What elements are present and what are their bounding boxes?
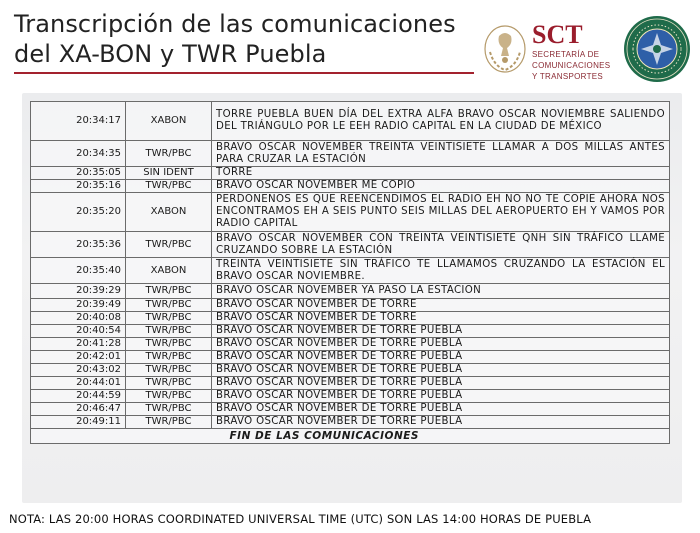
row-message: BRAVO OSCAR NOVEMBER DE TORRE PUEBLA (212, 390, 670, 403)
row-time: 20:40:54 (31, 325, 126, 338)
row-message: BRAVO OSCAR NOVEMBER CON TREINTA VEINTISIETE QNH SIN TRÁFICO LLAME CRUZANDO SOBRE LA ESTACIÓN (212, 232, 670, 258)
row-message: BRAVO OSCAR NOVEMBER ME COPIO (212, 180, 670, 193)
transcript-row (31, 258, 670, 284)
row-station: XABON (126, 258, 212, 284)
transcript-row (31, 351, 670, 364)
row-time: 20:44:01 (31, 377, 126, 390)
row-message: BRAVO OSCAR NOVEMBER DE TORRE PUEBLA (212, 364, 670, 377)
row-time: 20:39:29 (31, 284, 126, 299)
transcript-row (31, 284, 670, 299)
row-station: TWR/PBC (126, 390, 212, 403)
sct-logo (532, 22, 620, 81)
sct-subtitle-2: COMUNICACIONES (532, 61, 611, 70)
end-row-empty-cell (126, 429, 212, 444)
logo-bar (482, 8, 692, 88)
row-station: TWR/PBC (126, 232, 212, 258)
row-station: TWR/PBC (126, 364, 212, 377)
row-station: TWR/PBC (126, 325, 212, 338)
aviation-agency-seal-icon (622, 14, 692, 84)
row-station: TWR/PBC (126, 416, 212, 429)
transcript-row (31, 312, 670, 325)
row-time: 20:35:16 (31, 180, 126, 193)
transcript-row (31, 403, 670, 416)
row-message: PERDONENOS ES QUE REENCENDIMOS EL RADIO EH NO NO TE COPIE AHORA NOS ENCONTRAMOS EH A SEIS PUNTO SEIS MILLAS DEL AEROPUERTO EH Y VAMOS POR RADIO CAPITAL (212, 193, 670, 232)
transcript-row (31, 364, 670, 377)
row-time: 20:39:49 (31, 299, 126, 312)
row-time: 20:43:02 (31, 364, 126, 377)
transcript-row (31, 232, 670, 258)
page-title-line-1: Transcripción de las comunicaciones (14, 10, 456, 38)
row-time: 20:49:11 (31, 416, 126, 429)
transcript-row (31, 102, 670, 141)
row-time: 20:46:47 (31, 403, 126, 416)
transcript-table (30, 101, 670, 444)
row-time: 20:35:40 (31, 258, 126, 284)
sct-subtitle-1: SECRETARÍA DE (532, 50, 600, 59)
row-message: BRAVO OSCAR NOVEMBER DE TORRE PUEBLA (212, 403, 670, 416)
row-message: BRAVO OSCAR NOVEMBER TREINTA VEINTISIETE LLAMAR A DOS MILLAS ANTES PARA CRUZAR LA ESTACIÓN (212, 141, 670, 167)
row-message: TORRE PUEBLA BUEN DÍA DEL EXTRA ALFA BRAVO OSCAR NOVIEMBRE SALIENDO DEL TRIÁNGULO POR LE EEH RADIO CAPITAL EN LA CIUDAD DE MÉXICO (212, 102, 670, 141)
transcript-row (31, 299, 670, 312)
end-row-empty-cell (31, 429, 126, 444)
row-station: XABON (126, 102, 212, 141)
row-station: TWR/PBC (126, 180, 212, 193)
row-station: TWR/PBC (126, 403, 212, 416)
transcript-row (31, 141, 670, 167)
transcript-row (31, 193, 670, 232)
row-message: BRAVO OSCAR NOVEMBER YA PASO LA ESTACION (212, 284, 670, 299)
transcript-row (31, 167, 670, 180)
end-of-communications-label: FIN DE LAS COMUNICACIONES (212, 429, 670, 444)
utc-note: NOTA: LAS 20:00 HORAS COORDINATED UNIVERSAL TIME (UTC) SON LAS 14:00 HORAS DE PUEBLA (9, 512, 592, 526)
row-time: 20:34:17 (31, 102, 126, 141)
sct-wordmark: SCT (532, 20, 583, 49)
mexico-seal-icon (482, 22, 528, 76)
row-time: 20:40:08 (31, 312, 126, 325)
row-message: BRAVO OSCAR NOVEMBER DE TORRE PUEBLA (212, 377, 670, 390)
row-station: TWR/PBC (126, 351, 212, 364)
row-message: BRAVO OSCAR NOVEMBER DE TORRE (212, 312, 670, 325)
row-message: BRAVO OSCAR NOVEMBER DE TORRE PUEBLA (212, 416, 670, 429)
row-station: TWR/PBC (126, 377, 212, 390)
row-station: SIN IDENT (126, 167, 212, 180)
row-time: 20:44:59 (31, 390, 126, 403)
transcript-row (31, 325, 670, 338)
transcript-row (31, 377, 670, 390)
row-time: 20:35:36 (31, 232, 126, 258)
row-station: TWR/PBC (126, 312, 212, 325)
row-station: TWR/PBC (126, 284, 212, 299)
transcript-row (31, 390, 670, 403)
row-time: 20:35:20 (31, 193, 126, 232)
row-time: 20:41:28 (31, 338, 126, 351)
row-message: TREINTA VEINTISIETE SIN TRÁFICO TE LLAMAMOS CRUZANDO LA ESTACIÓN EL BRAVO OSCAR NOVIEMBRE. (212, 258, 670, 284)
page-title (14, 9, 484, 69)
row-message: BRAVO OSCAR NOVEMBER DE TORRE PUEBLA (212, 338, 670, 351)
row-message: BRAVO OSCAR NOVEMBER DE TORRE PUEBLA (212, 325, 670, 338)
row-time: 20:34:35 (31, 141, 126, 167)
row-time: 20:42:01 (31, 351, 126, 364)
transcript-row (31, 338, 670, 351)
title-underline (14, 72, 474, 74)
row-station: TWR/PBC (126, 141, 212, 167)
page-title-line-2: del XA-BON y TWR Puebla (14, 40, 327, 68)
row-time: 20:35:05 (31, 167, 126, 180)
row-message: BRAVO OSCAR NOVEMBER DE TORRE (212, 299, 670, 312)
row-station: TWR/PBC (126, 299, 212, 312)
transcript-body (31, 102, 670, 444)
row-station: TWR/PBC (126, 338, 212, 351)
row-station: XABON (126, 193, 212, 232)
transcript-end-row (31, 429, 670, 444)
row-message: TORRE (212, 167, 670, 180)
sct-subtitle-3: Y TRANSPORTES (532, 72, 604, 81)
row-message: BRAVO OSCAR NOVEMBER DE TORRE PUEBLA (212, 351, 670, 364)
transcript-row (31, 180, 670, 193)
transcript-row (31, 416, 670, 429)
